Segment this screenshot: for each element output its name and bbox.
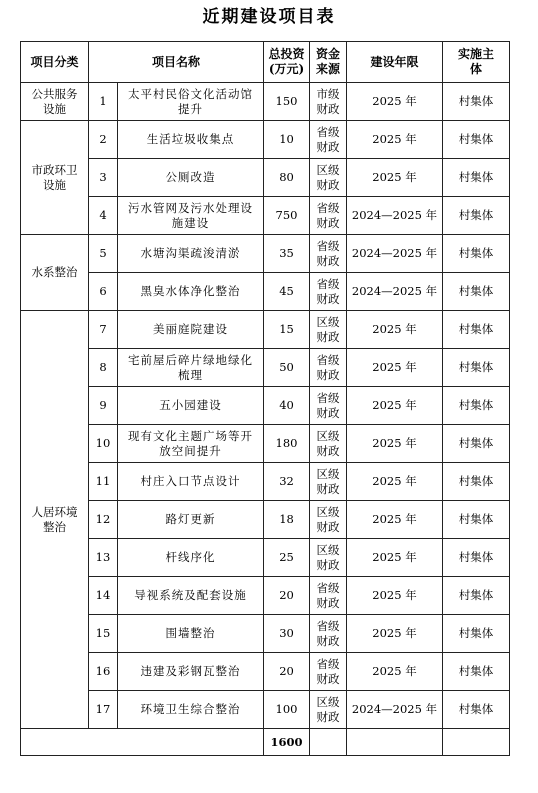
header-entity: 实施主 体 [443,42,510,83]
row-number: 3 [89,159,118,197]
row-number: 15 [89,615,118,653]
row-number: 14 [89,577,118,615]
construction-period: 2025 年 [347,387,443,425]
category-cell: 公共服务 设施 [21,83,89,121]
investment-amount: 50 [264,349,310,387]
construction-period: 2025 年 [347,501,443,539]
category-cell: 市政环卫 设施 [21,121,89,235]
construction-period: 2025 年 [347,539,443,577]
construction-period: 2024—2025 年 [347,273,443,311]
row-number: 7 [89,311,118,349]
fund-source: 省级 财政 [310,653,347,691]
fund-source: 区级 财政 [310,539,347,577]
project-name: 围墙整治 [118,615,264,653]
header-investment: 总投资 (万元) [264,42,310,83]
project-name: 太平村民俗文化活动馆 提升 [118,83,264,121]
row-number: 10 [89,425,118,463]
fund-source: 区级 财政 [310,425,347,463]
project-name: 水塘沟渠疏浚清淤 [118,235,264,273]
construction-period: 2025 年 [347,83,443,121]
row-number: 12 [89,501,118,539]
project-name: 生活垃圾收集点 [118,121,264,159]
implementing-entity: 村集体 [443,197,510,235]
fund-source: 省级 财政 [310,197,347,235]
table-row [21,387,510,425]
project-name: 杆线序化 [118,539,264,577]
investment-amount: 100 [264,691,310,729]
fund-source: 区级 财政 [310,501,347,539]
row-number: 17 [89,691,118,729]
header-category: 项目分类 [21,42,89,83]
header-row [21,42,510,83]
project-name: 美丽庭院建设 [118,311,264,349]
fund-source: 省级 财政 [310,235,347,273]
investment-amount: 30 [264,615,310,653]
project-name: 现有文化主题广场等开 放空间提升 [118,425,264,463]
fund-source: 省级 财政 [310,349,347,387]
table-row [21,197,510,235]
construction-period: 2024—2025 年 [347,197,443,235]
investment-amount: 15 [264,311,310,349]
implementing-entity: 村集体 [443,615,510,653]
fund-source: 省级 财政 [310,273,347,311]
fund-source: 区级 财政 [310,311,347,349]
table-row [21,121,510,159]
project-name: 黑臭水体净化整治 [118,273,264,311]
implementing-entity: 村集体 [443,273,510,311]
row-number: 5 [89,235,118,273]
total-empty-fund [310,729,347,756]
construction-period: 2025 年 [347,653,443,691]
project-name: 路灯更新 [118,501,264,539]
investment-amount: 45 [264,273,310,311]
construction-period: 2025 年 [347,425,443,463]
project-name: 公厕改造 [118,159,264,197]
total-investment: 1600 [264,729,310,756]
table-row [21,83,510,121]
project-name: 五小园建设 [118,387,264,425]
investment-amount: 32 [264,463,310,501]
header-fund: 资金 来源 [310,42,347,83]
project-name: 村庄入口节点设计 [118,463,264,501]
investment-amount: 35 [264,235,310,273]
table-row [21,463,510,501]
total-empty-period [347,729,443,756]
project-name: 宅前屋后碎片绿地绿化 梳理 [118,349,264,387]
fund-source: 区级 财政 [310,159,347,197]
investment-amount: 18 [264,501,310,539]
row-number: 13 [89,539,118,577]
table-row [21,311,510,349]
investment-amount: 750 [264,197,310,235]
table-row [21,691,510,729]
page-title: 近期建设项目表 [202,7,336,27]
row-number: 11 [89,463,118,501]
table-row [21,349,510,387]
fund-source: 区级 财政 [310,463,347,501]
investment-amount: 150 [264,83,310,121]
total-label-cell [21,729,264,756]
project-table [20,41,510,756]
header-name: 项目名称 [89,42,264,83]
row-number: 6 [89,273,118,311]
construction-period: 2025 年 [347,349,443,387]
row-number: 8 [89,349,118,387]
fund-source: 省级 财政 [310,387,347,425]
table-row [21,273,510,311]
construction-period: 2025 年 [347,577,443,615]
table-row [21,159,510,197]
category-cell: 人居环境 整治 [21,311,89,729]
implementing-entity: 村集体 [443,311,510,349]
implementing-entity: 村集体 [443,425,510,463]
project-name: 环境卫生综合整治 [118,691,264,729]
fund-source: 市级 财政 [310,83,347,121]
row-number: 2 [89,121,118,159]
fund-source: 区级 财政 [310,691,347,729]
construction-period: 2025 年 [347,159,443,197]
implementing-entity: 村集体 [443,539,510,577]
total-row [21,729,510,756]
header-period: 建设年限 [347,42,443,83]
construction-period: 2025 年 [347,615,443,653]
implementing-entity: 村集体 [443,577,510,615]
construction-period: 2025 年 [347,463,443,501]
implementing-entity: 村集体 [443,159,510,197]
category-cell: 水系整治 [21,235,89,311]
implementing-entity: 村集体 [443,691,510,729]
investment-amount: 20 [264,577,310,615]
implementing-entity: 村集体 [443,463,510,501]
table-row [21,615,510,653]
table-row [21,501,510,539]
investment-amount: 20 [264,653,310,691]
table-row [21,653,510,691]
project-name: 导视系统及配套设施 [118,577,264,615]
implementing-entity: 村集体 [443,121,510,159]
implementing-entity: 村集体 [443,83,510,121]
investment-amount: 25 [264,539,310,577]
row-number: 16 [89,653,118,691]
construction-period: 2025 年 [347,311,443,349]
implementing-entity: 村集体 [443,235,510,273]
investment-amount: 80 [264,159,310,197]
fund-source: 省级 财政 [310,121,347,159]
project-name: 污水管网及污水处理设 施建设 [118,197,264,235]
investment-amount: 10 [264,121,310,159]
row-number: 9 [89,387,118,425]
implementing-entity: 村集体 [443,387,510,425]
construction-period: 2024—2025 年 [347,235,443,273]
table-body [21,83,510,729]
fund-source: 省级 财政 [310,615,347,653]
fund-source: 省级 财政 [310,577,347,615]
row-number: 4 [89,197,118,235]
implementing-entity: 村集体 [443,349,510,387]
table-row [21,235,510,273]
implementing-entity: 村集体 [443,501,510,539]
table-row [21,577,510,615]
row-number: 1 [89,83,118,121]
total-empty-entity [443,729,510,756]
implementing-entity: 村集体 [443,653,510,691]
construction-period: 2025 年 [347,121,443,159]
table-row [21,425,510,463]
table-row [21,539,510,577]
construction-period: 2024—2025 年 [347,691,443,729]
investment-amount: 180 [264,425,310,463]
project-name: 违建及彩钢瓦整治 [118,653,264,691]
investment-amount: 40 [264,387,310,425]
